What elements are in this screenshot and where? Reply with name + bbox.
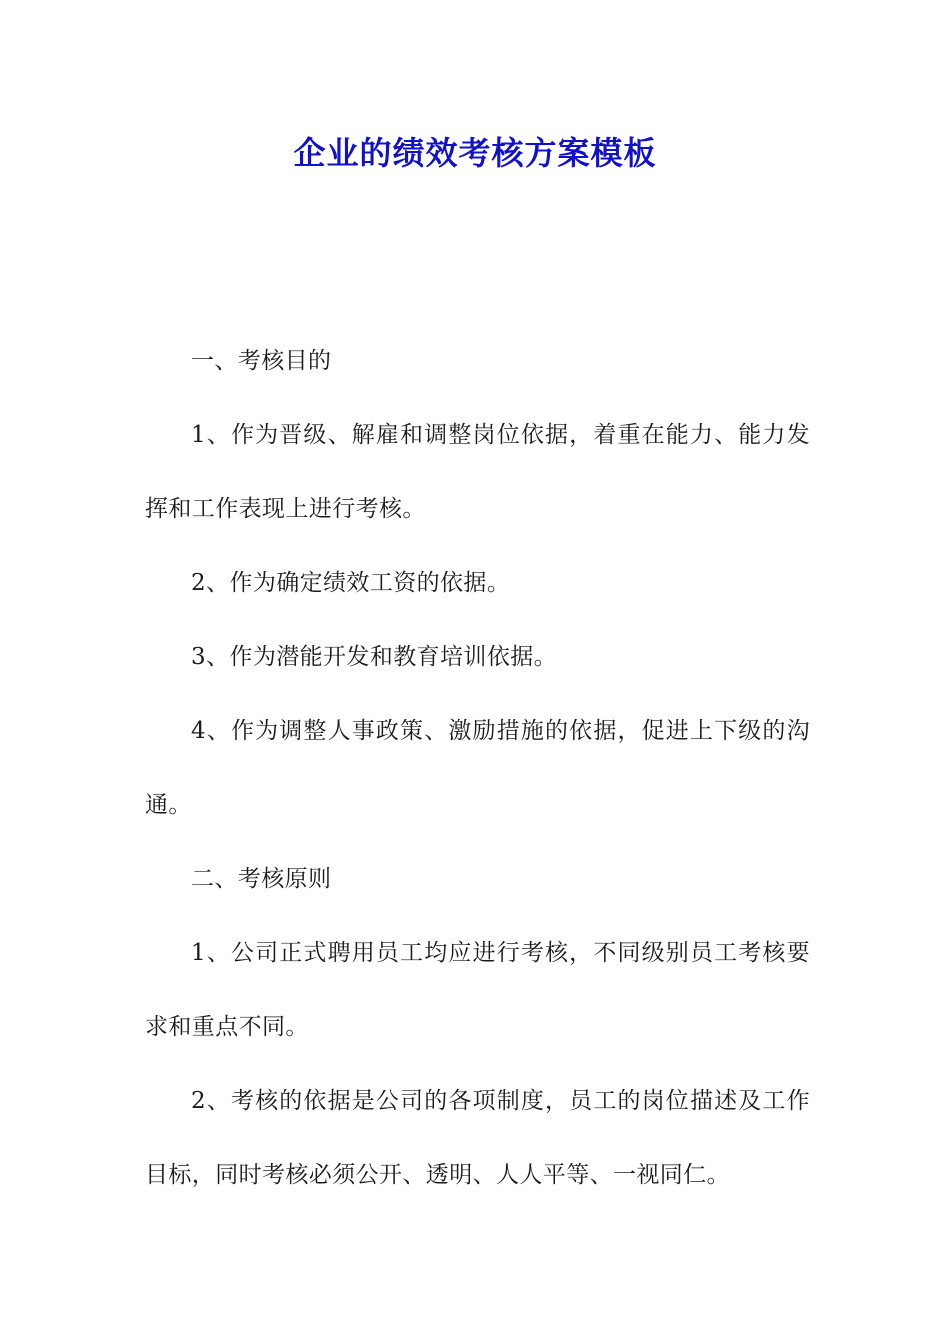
section-heading-principles: 二、考核原则 — [191, 866, 332, 892]
paragraph-principle-1: 1、公司正式聘用员工均应进行考核，不同级别员工考核要求和重点不同。 — [145, 940, 810, 1040]
document-body — [145, 324, 810, 1212]
document-title: 企业的绩效考核方案模板 — [293, 134, 657, 172]
paragraph-principle-2: 2、考核的依据是公司的各项制度，员工的岗位描述及工作目标，同时考核必须公开、透明、人人平等、一视同仁。 — [145, 1088, 810, 1188]
section-heading-purpose: 一、考核目的 — [191, 348, 332, 374]
paragraph-purpose-4: 4、作为调整人事政策、激励措施的依据，促进上下级的沟通。 — [145, 718, 810, 818]
paragraph-purpose-2: 2、作为确定绩效工资的依据。 — [191, 570, 511, 596]
paragraph-purpose-3: 3、作为潜能开发和教育培训依据。 — [191, 644, 558, 670]
paragraph-purpose-1: 1、作为晋级、解雇和调整岗位依据，着重在能力、能力发挥和工作表现上进行考核。 — [145, 422, 810, 522]
